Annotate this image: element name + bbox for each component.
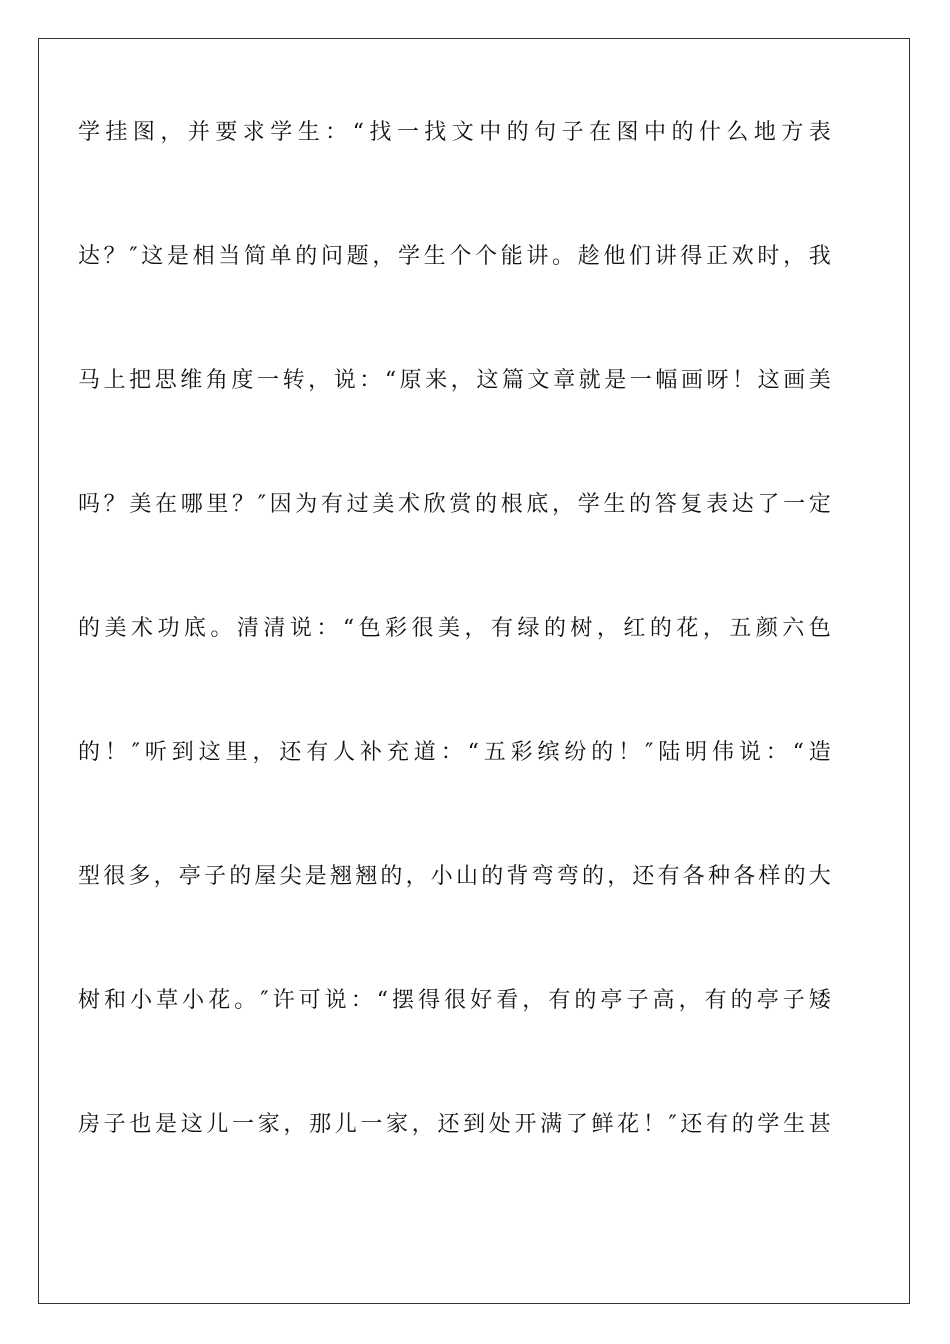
text-line-8: 树和小草小花。″许可说：“摆得很好看，有的亭子高，有的亭子矮 xyxy=(78,988,834,1013)
text-line-7: 型很多，亭子的屋尖是翘翘的，小山的背弯弯的，还有各种各样的大 xyxy=(78,864,835,889)
text-line-1: 学挂图，并要求学生：“找一找文中的句子在图中的什么地方表 xyxy=(78,120,834,145)
body-text xyxy=(78,110,834,1226)
text-line-4: 吗？美在哪里？″因为有过美术欣赏的根底，学生的答复表达了一定 xyxy=(78,492,834,517)
text-line-5: 的美术功底。清清说：“色彩很美，有绿的树，红的花，五颜六色 xyxy=(78,616,834,641)
text-line-2: 达？″这是相当简单的问题，学生个个能讲。趁他们讲得正欢时，我 xyxy=(78,244,834,269)
text-line-3: 马上把思维角度一转，说：“原来，这篇文章就是一幅画呀！这画美 xyxy=(78,368,834,393)
text-line-6: 的！″听到这里，还有人补充道：“五彩缤纷的！″陆明伟说：“造 xyxy=(78,740,834,765)
text-line-9: 房子也是这儿一家，那儿一家，还到处开满了鲜花！″还有的学生甚 xyxy=(78,1112,834,1137)
